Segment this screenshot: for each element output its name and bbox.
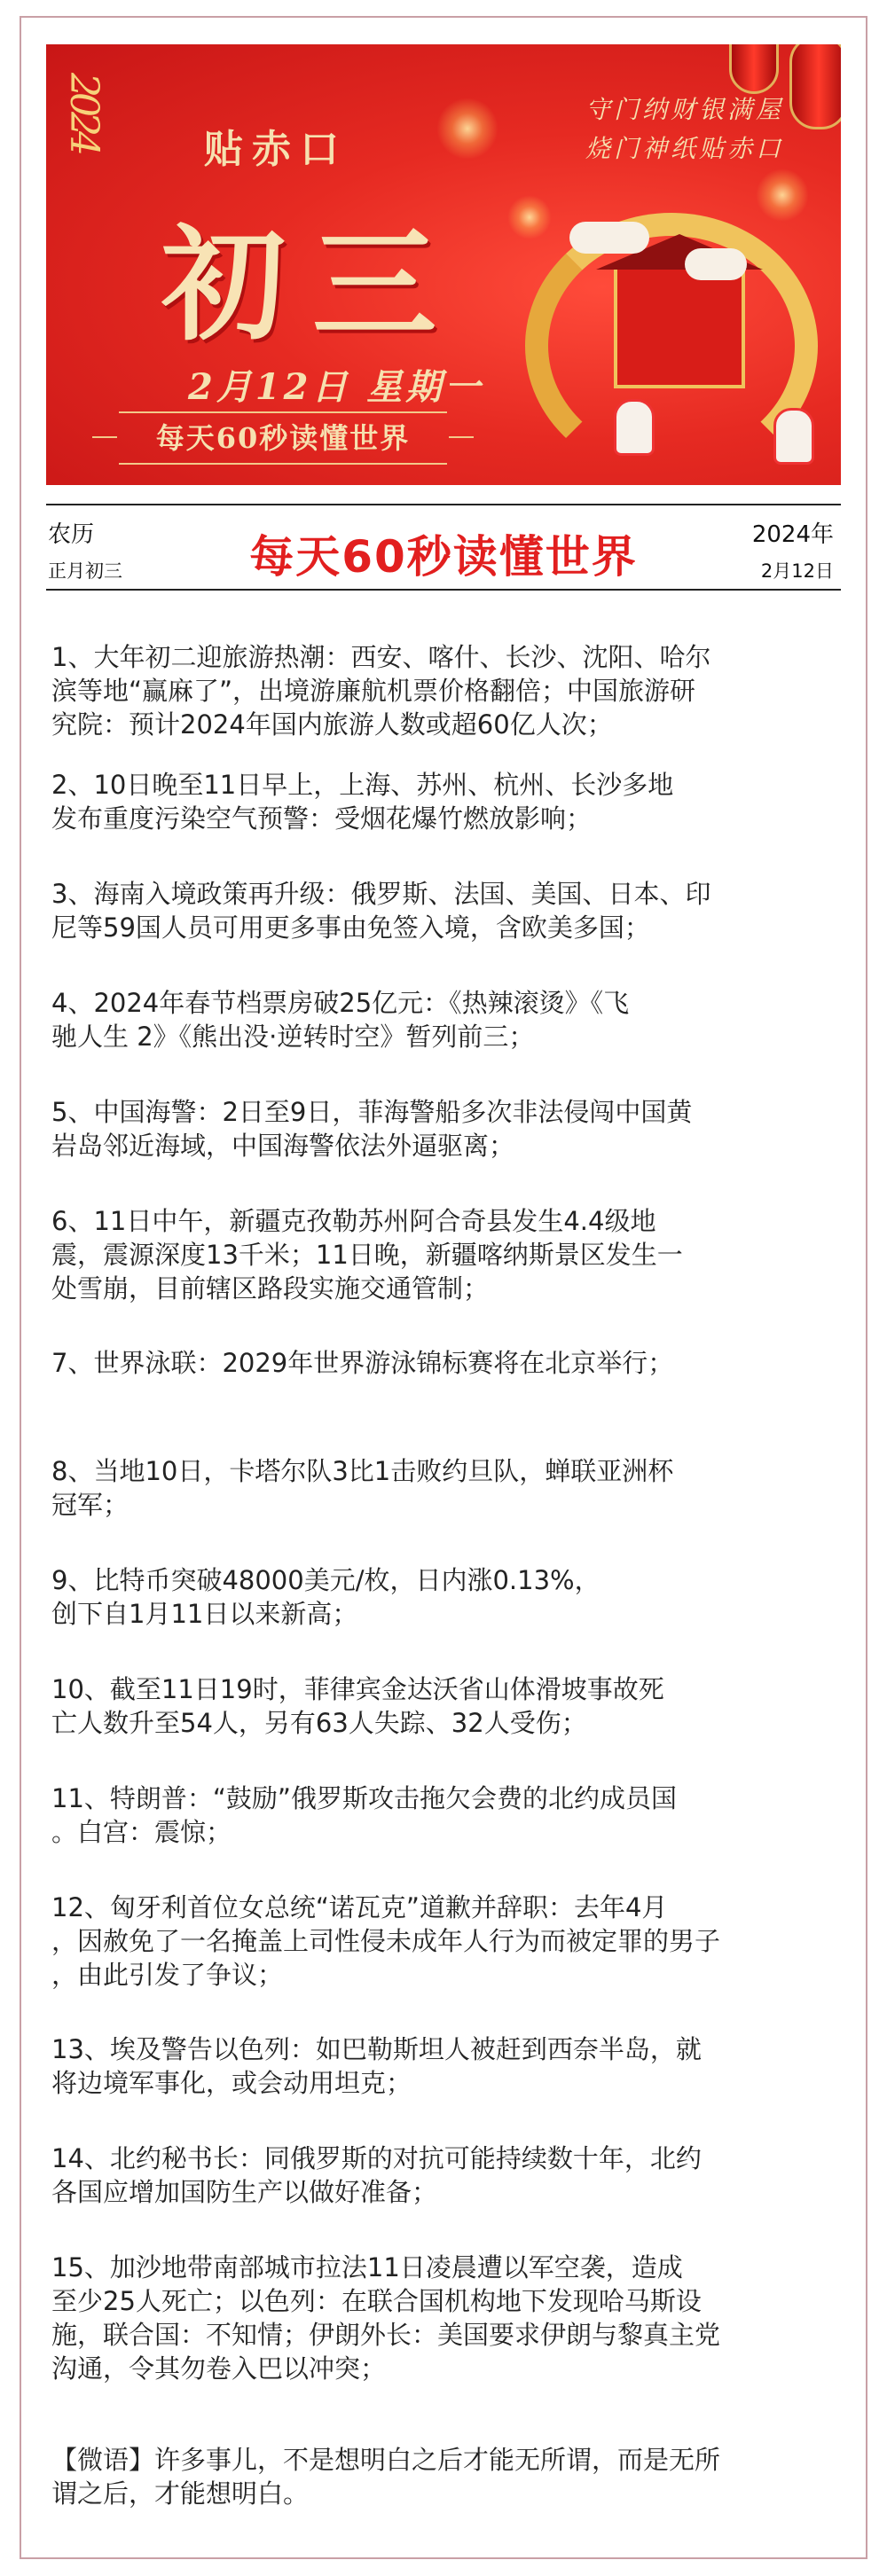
news-item [51, 1781, 850, 1849]
news-line: 将边境军事化，或会动用坦克； [51, 2068, 412, 2098]
banner-couplet-2: 烧门神纸贴赤口 [585, 134, 785, 163]
news-line: 12、匈牙利首位女总统“诺瓦克”道歉并辞职：去年4月 [51, 1892, 668, 1922]
lunar-label: 农历 [48, 521, 95, 548]
news-line: 亡人数升至54人，另有63人失踪、32人受伤； [51, 1708, 587, 1738]
news-line: 震，震源深度13千米；11日晚，新疆喀纳斯景区发生一 [51, 1240, 683, 1270]
firework-icon [507, 195, 552, 239]
news-item [51, 1346, 850, 1380]
news-line: 1、大年初二迎旅游热潮：西安、喀什、长沙、沈阳、哈尔 [51, 642, 711, 672]
news-line: 冠军； [51, 1490, 130, 1520]
cloud-icon [685, 248, 747, 280]
child-figure-icon [773, 408, 814, 465]
news-line: 7、世界泳联：2029年世界游泳锦标赛将在北京举行； [51, 1348, 674, 1378]
cloud-icon [569, 222, 649, 254]
banner-image [46, 44, 841, 485]
news-item [51, 1204, 850, 1305]
news-line: 谓之后，才能想明白。 [51, 2478, 310, 2509]
news-line: 3、海南入境政策再升级：俄罗斯、法国、美国、日本、印 [51, 879, 711, 909]
banner-slogan: 每天60秒读懂世界 [119, 411, 447, 465]
news-item [51, 1672, 850, 1740]
firework-icon [756, 168, 809, 222]
news-item [51, 2141, 850, 2209]
banner-couplet-1: 守门纳财银满屋 [585, 95, 785, 124]
banner-subtitle: 贴赤口 [204, 127, 348, 172]
news-item [51, 2032, 850, 2100]
news-item [51, 768, 850, 835]
news-line: 【微语】许多事儿，不是想明白之后才能无所谓，而是无所 [51, 2445, 721, 2475]
news-line: 至少25人死亡；以色列：在联合国机构地下发现哈马斯设 [51, 2286, 702, 2316]
news-line: 4、2024年春节档票房破25亿元：《热辣滚烫》《飞 [51, 988, 630, 1018]
news-line: 创下自1月11日以来新高； [51, 1599, 358, 1629]
news-line: 驰人生 2》《熊出没·逆转时空》暂列前三； [51, 1022, 535, 1052]
house-illustration [614, 266, 745, 388]
news-line: 发布重度污染空气预警：受烟花爆竹燃放影响； [51, 803, 593, 834]
news-line: 2、10日晚至11日早上，上海、苏州、杭州、长沙多地 [51, 770, 674, 800]
news-line: 滨等地“赢麻了”，出境游廉航机票价格翻倍；中国旅游研 [51, 676, 696, 706]
banner-title: 初三 [161, 213, 464, 358]
news-line: 15、加沙地带南部城市拉法11日凌晨遭以军空袭，造成 [51, 2252, 683, 2282]
solar-date: 2月12日 [760, 560, 834, 582]
news-line: 沟通，令其勿卷入巴以冲突； [51, 2353, 387, 2384]
news-line: ，由此引发了争议； [51, 1960, 284, 1990]
daily-quote [51, 2443, 832, 2510]
masthead [46, 504, 841, 591]
news-line: 9、比特币突破48000美元/枚，日内涨0.13%， [51, 1565, 600, 1595]
news-item [51, 2251, 850, 2385]
news-line: 各国应增加国防生产以做好准备； [51, 2177, 438, 2207]
firework-icon [436, 98, 498, 160]
news-item [51, 1563, 850, 1631]
news-item [51, 1095, 850, 1163]
masthead-title: 每天60秒读懂世界 [249, 531, 638, 583]
news-line: ，因赦免了一名掩盖上司性侵未成年人行为而被定罪的男子 [51, 1926, 721, 1956]
news-item [51, 986, 850, 1053]
lantern-icon [729, 44, 779, 94]
news-item [51, 877, 850, 944]
news-item [51, 640, 850, 741]
news-line: 。白宫：震惊； [51, 1817, 232, 1847]
child-figure-icon [614, 399, 655, 456]
news-line: 10、截至11日19时，菲律宾金达沃省山体滑坡事故死 [51, 1674, 664, 1704]
lunar-date: 正月初三 [48, 560, 122, 582]
news-line: 岩岛邻近海域，中国海警依法外逼驱离； [51, 1131, 515, 1161]
news-line: 6、11日中午，新疆克孜勒苏州阿合奇县发生4.4级地 [51, 1206, 656, 1236]
news-line: 尼等59国人员可用更多事由免签入境，含欧美多国； [51, 912, 650, 943]
news-item [51, 1454, 850, 1522]
news-line: 14、北约秘书长：同俄罗斯的对抗可能持续数十年，北约 [51, 2143, 702, 2173]
news-line: 11、特朗普：“鼓励”俄罗斯攻击拖欠会费的北约成员国 [51, 1783, 677, 1813]
lantern-icon [789, 44, 841, 129]
news-line: 8、当地10日，卡塔尔队3比1击败约旦队，蝉联亚洲杯 [51, 1456, 674, 1486]
news-line: 13、埃及警告以色列：如巴勒斯坦人被赶到西奈半岛，就 [51, 2034, 702, 2064]
news-line: 施，联合国：不知情；伊朗外长：美国要求伊朗与黎真主党 [51, 2320, 721, 2350]
news-line: 究院：预计2024年国内旅游人数或超60亿人次； [51, 709, 613, 740]
banner-date: 2月12日 星期一 [188, 366, 484, 408]
year-label: 2024年 [751, 521, 834, 548]
news-item [51, 1891, 850, 1992]
news-line: 5、中国海警：2日至9日，菲海警船多次非法侵闯中国黄 [51, 1097, 693, 1127]
logo-2024: 2024 [61, 73, 106, 151]
news-line: 处雪崩，目前辖区路段实施交通管制； [51, 1273, 490, 1304]
